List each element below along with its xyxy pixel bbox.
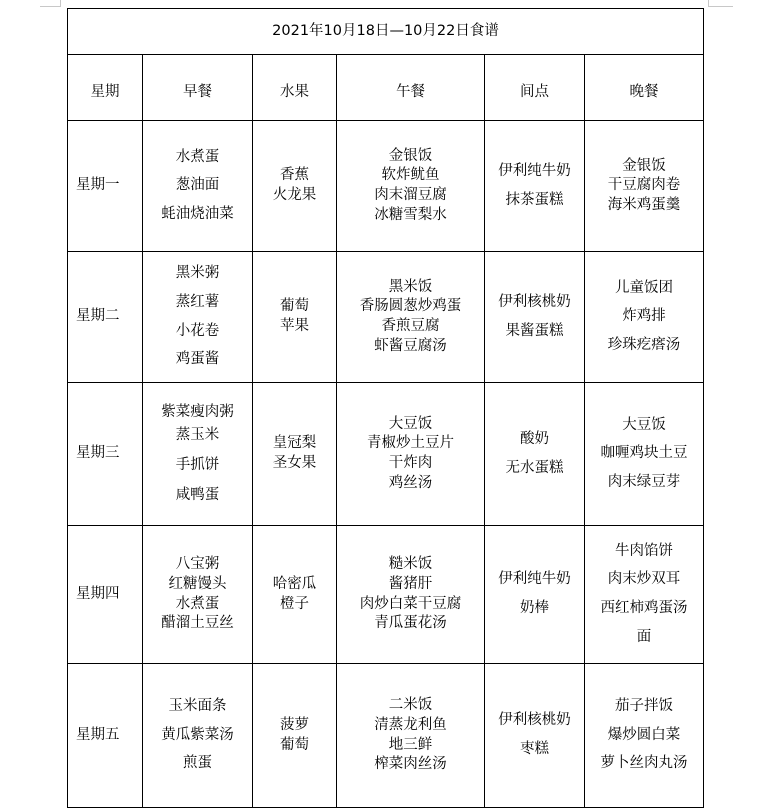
header-row [68,55,704,121]
snack-cell [485,383,585,526]
header-dinner: 晚餐 [585,55,704,121]
day-cell: 星期五 [68,664,143,808]
menu-item: 金银饭 [388,147,433,164]
menu-item: 软炸鱿鱼 [381,167,440,184]
table-row [68,252,704,383]
menu-item: 面 [636,628,652,645]
menu-item: 枣糕 [520,741,549,757]
fruit-cell [253,526,337,664]
menu-item: 干豆腐肉卷 [607,177,681,194]
breakfast-cell [143,383,253,526]
menu-item: 黑米饭 [388,278,433,295]
menu-item: 青瓜蛋花汤 [374,615,447,632]
menu-item: 干炸肉 [388,455,433,471]
menu-item: 果酱蛋糕 [505,322,564,339]
menu-item: 肉末溜豆腐 [374,187,447,203]
header-snack: 间点 [485,55,585,121]
table-row [68,526,704,664]
menu-item: 奶棒 [520,600,549,616]
header-lunch: 午餐 [337,55,485,121]
menu-item: 牛肉馅饼 [615,542,673,559]
menu-item: 八宝粥 [175,556,220,573]
menu-item: 伊利纯牛奶 [498,571,571,588]
menu-item: 炸鸡排 [622,308,666,325]
lunch-cell [337,526,485,664]
menu-item: 爆炒圆白菜 [607,726,681,743]
menu-item: 葡萄 [280,736,309,753]
menu-item: 无水蛋糕 [505,459,564,476]
menu-item: 酱猪肝 [388,575,433,592]
weekly-menu-table [67,8,704,808]
breakfast-cell [143,121,253,252]
menu-item: 红糖馒头 [168,575,227,592]
menu-item: 肉末绿豆芽 [607,473,681,490]
menu-item: 葡萄 [280,298,309,315]
menu-item: 小花卷 [175,322,220,339]
menu-item: 虾酱豆腐汤 [374,337,447,354]
menu-title: 2021年10月18日—10月22日食谱 [68,9,704,55]
page-corner-mark-left [40,0,61,7]
fruit-cell [253,121,337,252]
snack-cell [485,252,585,383]
menu-item: 煎蛋 [183,755,212,772]
menu-item: 黑米粥 [175,265,220,282]
menu-item: 玉米面条 [168,698,227,715]
lunch-cell [337,252,485,383]
menu-item: 糙米饭 [388,556,433,573]
menu-item: 萝卜丝肉丸汤 [600,755,688,772]
menu-item: 咸鸭蛋 [175,486,220,503]
lunch-cell [337,664,485,808]
menu-item: 清蒸龙利鱼 [374,716,447,733]
header-day: 星期 [68,55,143,121]
menu-item: 冰糖雪梨水 [374,206,447,223]
menu-item: 青椒炒土豆片 [367,435,454,452]
day-cell: 星期二 [68,252,143,383]
menu-item: 葱油面 [175,177,220,194]
dinner-cell [585,252,704,383]
lunch-cell [337,383,485,526]
snack-cell [485,121,585,252]
menu-item: 火龙果 [272,187,317,203]
menu-item: 水煮蛋 [175,148,220,165]
menu-item: 皇冠梨 [272,435,317,452]
menu-item: 茄子拌饭 [615,698,673,715]
dinner-cell [585,526,704,664]
menu-item: 圣女果 [272,455,317,471]
menu-item: 儿童饭团 [615,279,673,296]
menu-item: 黄瓜紫菜汤 [161,726,234,743]
menu-item: 伊利纯牛奶 [498,162,571,179]
menu-item: 水煮蛋 [175,595,220,612]
menu-item: 手抓饼 [175,457,220,473]
menu-item: 蒸玉米 [175,427,220,444]
menu-item: 鸡丝汤 [388,474,433,491]
menu-item: 伊利核桃奶 [498,293,571,310]
menu-item: 香蕉 [280,167,309,184]
snack-cell [485,664,585,808]
fruit-cell [253,383,337,526]
page-corner-mark-right [708,0,733,7]
menu-item: 珍珠疙瘩汤 [607,336,681,353]
dinner-cell [585,664,704,808]
breakfast-cell [143,526,253,664]
menu-item: 酸奶 [520,430,549,447]
menu-item: 伊利核桃奶 [498,712,571,729]
menu-item: 橙子 [280,595,309,612]
menu-item: 哈密瓜 [272,575,317,592]
menu-item: 大豆饭 [622,416,666,433]
menu-item: 蒸红薯 [175,293,220,310]
menu-item: 香煎豆腐 [381,318,440,334]
menu-item: 抹茶蛋糕 [505,191,564,208]
menu-item: 苹果 [280,318,309,334]
menu-item: 榨菜肉丝汤 [374,756,447,773]
lunch-cell [337,121,485,252]
menu-item: 金银饭 [622,157,666,174]
table-row [68,383,704,526]
menu-item: 西红柿鸡蛋汤 [600,600,688,616]
menu-item: 海米鸡蛋羹 [607,196,681,213]
day-cell: 星期四 [68,526,143,664]
header-fruit: 水果 [253,55,337,121]
menu-item: 咖喱鸡块土豆 [600,445,688,462]
table-row [68,664,704,808]
breakfast-cell [143,252,253,383]
snack-cell [485,526,585,664]
menu-item: 醋溜土豆丝 [161,615,234,632]
menu-item: 菠萝 [280,716,309,733]
day-cell: 星期三 [68,383,143,526]
menu-item: 肉炒白菜干豆腐 [359,595,462,612]
fruit-cell [253,252,337,383]
menu-item: 肉末炒双耳 [607,571,681,588]
header-breakfast: 早餐 [143,55,253,121]
table-row [68,121,704,252]
menu-item: 地三鲜 [388,736,433,753]
menu-item: 香肠圆葱炒鸡蛋 [359,298,462,315]
dinner-cell [585,383,704,526]
breakfast-cell [143,664,253,808]
menu-item: 鸡蛋酱 [175,351,220,368]
dinner-cell [585,121,704,252]
menu-item: 大豆饭 [388,415,433,432]
menu-item: 紫菜瘦肉粥 [161,403,234,420]
menu-item: 二米饭 [388,697,433,714]
fruit-cell [253,664,337,808]
day-cell: 星期一 [68,121,143,252]
menu-item: 蚝油烧油菜 [161,205,234,222]
